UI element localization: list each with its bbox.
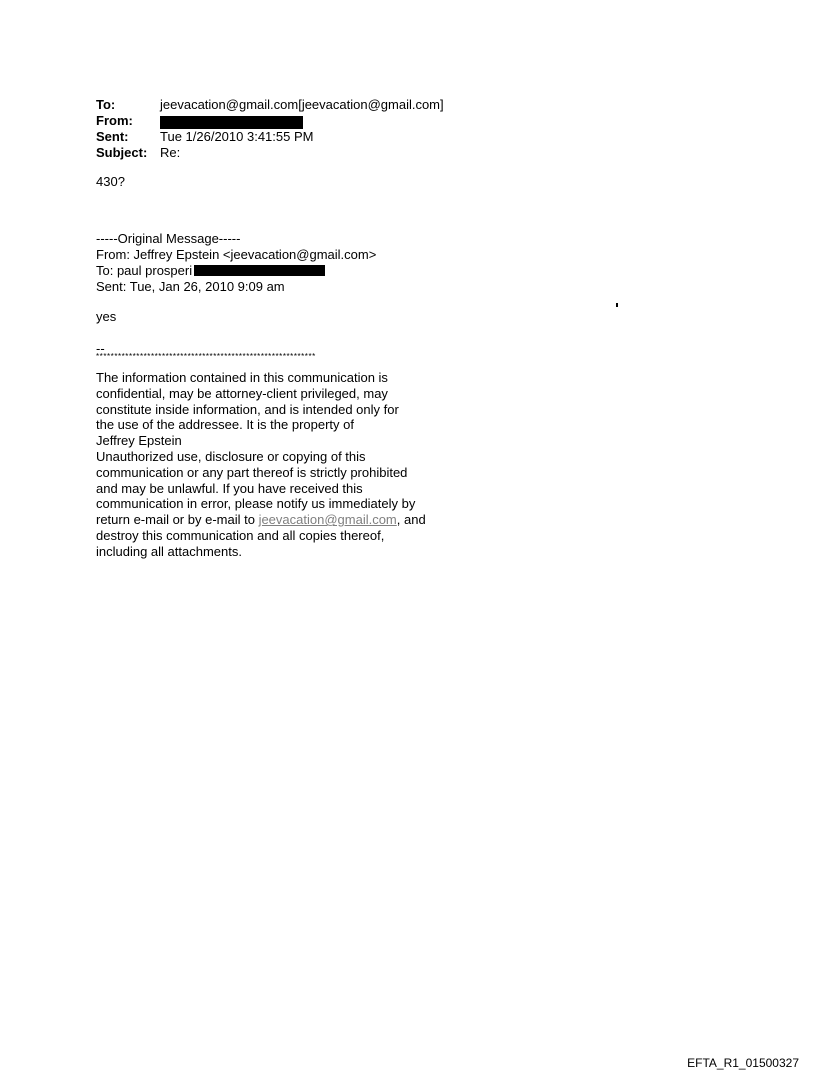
disclaimer-link-line — [96, 512, 426, 528]
sent-value: Tue 1/26/2010 3:41:55 PM — [160, 129, 314, 144]
disclaimer-line: destroy this communication and all copies thereof, — [96, 527, 385, 543]
disclaimer-line: Unauthorized use, disclosure or copying of this — [96, 448, 366, 464]
original-to: To: paul prosperi — [96, 263, 193, 278]
disclaimer-line: constitute inside information, and is intended only for — [96, 401, 399, 417]
sent-row — [96, 129, 444, 145]
sent-label: Sent: — [96, 129, 129, 144]
redaction-box — [160, 116, 303, 129]
email-header — [96, 97, 444, 161]
original-divider: -----Original Message----- — [96, 231, 241, 246]
email-link[interactable]: jeevacation@gmail.com — [258, 512, 397, 528]
disclaimer-line: communication or any part thereof is strictly prohibited — [96, 464, 408, 480]
redaction-box — [194, 265, 325, 276]
signature-dash: -- — [96, 341, 105, 356]
to-row — [96, 97, 444, 113]
document-id: EFTA_R1_01500327 — [687, 1056, 799, 1070]
subject-value: Re: — [160, 145, 181, 160]
disclaimer-line: including all attachments. — [96, 543, 242, 559]
asterisk-divider: ************************************************************ — [96, 352, 316, 361]
scan-speck — [616, 303, 618, 307]
disclaimer-line: confidential, may be attorney-client privileged, may — [96, 385, 388, 401]
original-sent: Sent: Tue, Jan 26, 2010 9:09 am — [96, 279, 285, 294]
link-line-suffix: , and — [396, 512, 426, 528]
reply-text: yes — [96, 309, 117, 324]
subject-label: Subject: — [96, 145, 148, 160]
disclaimer-line: and may be unlawful. If you have received this — [96, 480, 363, 496]
disclaimer-line: the use of the addressee. It is the property of — [96, 417, 354, 433]
original-to-row — [96, 263, 376, 279]
original-message — [96, 231, 376, 295]
disclaimer-line: communication in error, please notify us immediately by — [96, 496, 416, 512]
from-label: From: — [96, 113, 133, 128]
subject-row — [96, 145, 444, 161]
message-body: 430? — [96, 174, 125, 189]
original-from: From: Jeffrey Epstein <jeevacation@gmail.com> — [96, 247, 377, 262]
to-label: To: — [96, 97, 116, 112]
from-row — [96, 113, 444, 129]
to-value: jeevacation@gmail.com[jeevacation@gmail.com] — [160, 97, 444, 112]
link-line-prefix: return e-mail or by e-mail to — [96, 512, 259, 528]
disclaimer-line: The information contained in this communication is — [96, 370, 388, 385]
disclaimer-line: Jeffrey Epstein — [96, 433, 182, 449]
disclaimer — [96, 370, 426, 560]
